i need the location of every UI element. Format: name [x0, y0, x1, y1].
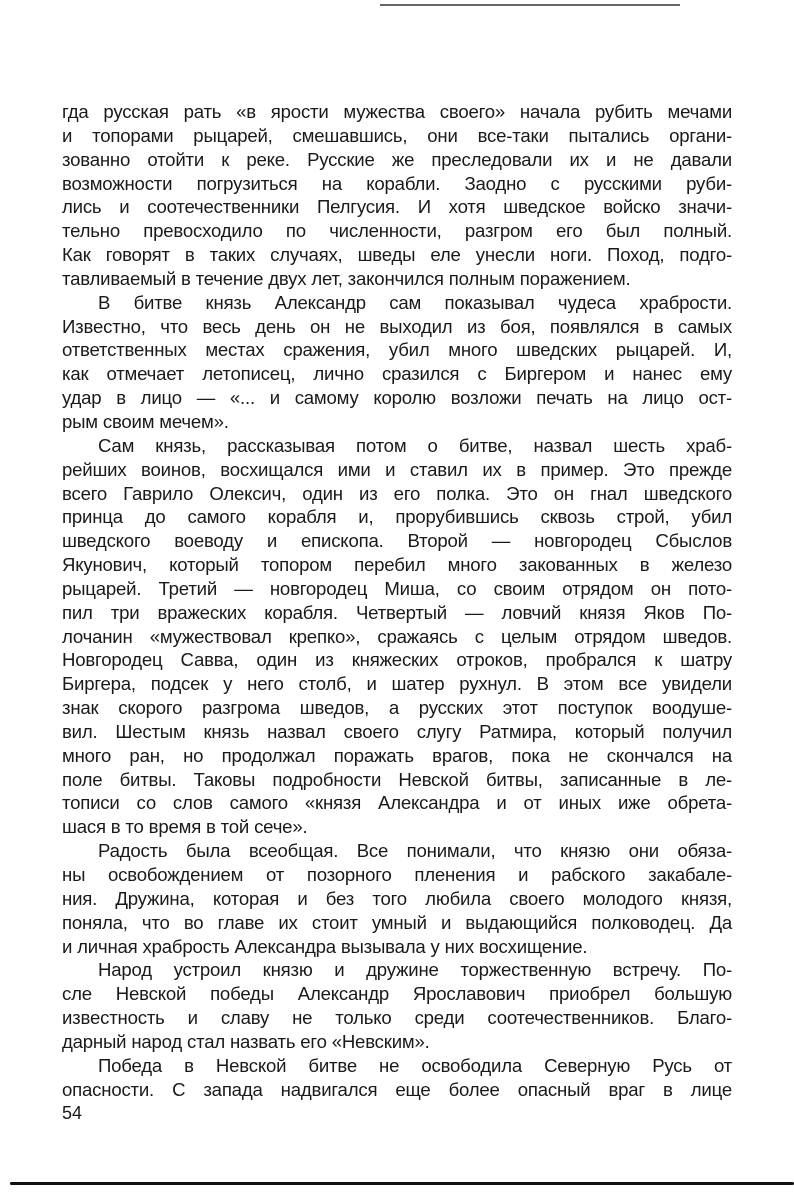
text-line: лочанин «мужествовал крепко», сражаясь с целым отрядом шведов. [62, 625, 732, 647]
text-line: поняла, что во главе их стоит умный и выдающийся полководец. Да [62, 911, 732, 933]
text-line: ния. Дружина, которая и без того любила своего молодого князя, [62, 887, 732, 909]
text-line: Новгородец Савва, один из княжеских отроков, пробрался к шатру [62, 649, 732, 671]
text-line: ны освобождением от позорного пленения и рабского закабале- [62, 864, 732, 885]
text-line: тельно превосходило по численности, разгром его был полный. [62, 220, 732, 242]
text-line: возможности погрузиться на корабли. Заодно с русскими руби- [62, 172, 732, 194]
text-line: сле Невской победы Александр Ярославович приобрел большую [62, 983, 732, 1005]
text-line: зованно отойти к реке. Русские же преследовали их и не давали [62, 148, 732, 170]
text-line: рейших воинов, восхищался ими и ставил их в пример. Это прежде [62, 458, 732, 480]
text-line: дарный народ стал назвать его «Невским». [62, 1030, 430, 1052]
text-line: тописи со слов самого «князя Александра и от иных иже обрета- [62, 792, 732, 814]
text-line: пил три вражеских корабля. Четвертый — ловчий князя Яков По- [62, 601, 732, 623]
text-line: рыцарей. Третий — новгородец Миша, со своим отрядом он пото- [62, 577, 732, 599]
bottom-rule [10, 1182, 794, 1185]
page-number: 54 [62, 1103, 83, 1123]
text-line: и топорами рыцарей, смешавшись, они все-таки пытались органи- [62, 124, 732, 146]
text-line: ответственных местах сражения, убил много шведских рыцарей. И, [62, 339, 732, 361]
text-line: опасности. С запада надвигался еще более опасный враг в лице [62, 1078, 732, 1100]
text-line: поле битвы. Таковы подробности Невской битвы, записанные в ле- [62, 768, 732, 790]
text-line: гда русская рать «в ярости мужества своего» начала рубить мечами [62, 101, 732, 122]
text-line: вил. Шестым князь назвал своего слугу Ратмира, который получил [62, 720, 732, 742]
text-line: тавливаемый в течение двух лет, закончился полным поражением. [62, 267, 631, 289]
text-line: знак скорого разгрома шведов, а русских этот поступок воодуше- [62, 697, 732, 719]
text-line: известность и славу не только среди соотечественников. Благо- [62, 1007, 732, 1029]
text-line: рым своим мечем». [62, 410, 229, 432]
text-line: Биргера, подсек у него столб, и шатер рухнул. В этом все увидели [62, 673, 732, 695]
text-line: Радость была всеобщая. Все понимали, что князю они обяза- [98, 840, 732, 862]
text-line: много ран, но продолжал поражать врагов, пока не скончался на [62, 744, 732, 766]
text-line: шася в то время в той сече». [62, 816, 308, 838]
text-line: принца до самого корабля и, прорубившись сквозь строй, убил [62, 506, 732, 528]
text-line: Сам князь, рассказывая потом о битве, назвал шесть храб- [98, 434, 732, 456]
top-rule [380, 4, 680, 6]
text-line: лись и соотечественники Пелгусия. И хотя шведское войско значи- [62, 196, 732, 218]
text-line: Известно, что весь день он не выходил из боя, появлялся в самых [62, 315, 732, 337]
text-line: удар в лицо — «... и самому королю возложи печать на лицо ост- [62, 387, 732, 409]
text-line: шведского воеводу и епископа. Второй — новгородец Сбыслов [62, 530, 732, 552]
text-line: Как говорят в таких случаях, шведы еле унесли ноги. Поход, подго- [62, 244, 732, 266]
body-text [62, 100, 732, 1101]
text-line: всего Гаврило Олексич, один из его полка. Это он гнал шведского [62, 482, 732, 504]
text-line: как отмечает летописец, лично сразился с Биргером и нанес ему [62, 363, 732, 385]
text-line: Народ устроил князю и дружине торжественную встречу. По- [98, 959, 732, 981]
text-line: Якунович, который топором перебил много закованных в железо [62, 554, 732, 576]
text-line: Победа в Невской битве не освободила Северную Русь от [98, 1054, 732, 1076]
text-line: и личная храбрость Александра вызывала у них восхищение. [62, 935, 588, 957]
text-line: В битве князь Александр сам показывал чудеса храбрости. [98, 291, 732, 313]
